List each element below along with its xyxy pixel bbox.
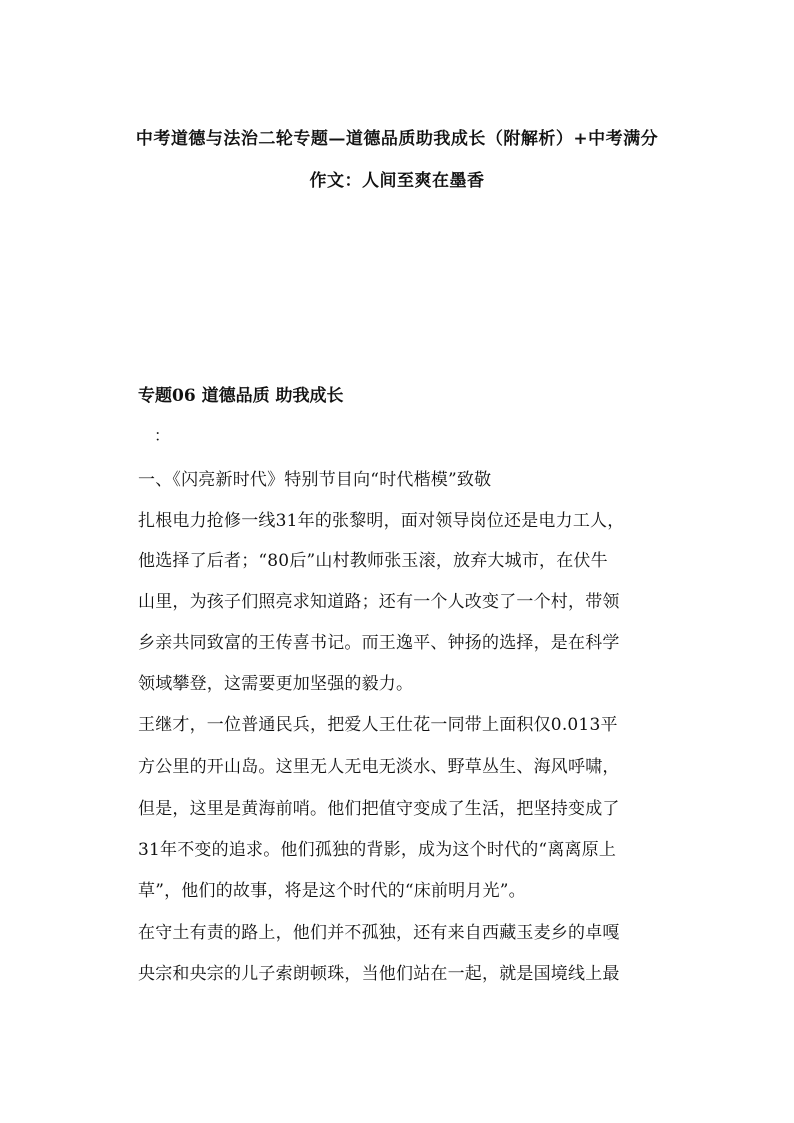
body-line-2: 扎根电力抢修一线31年的张黎明，面对领导岗位还是电力工人， [138, 511, 625, 531]
section-heading: 专题06 道德品质 助我成长 [138, 386, 344, 406]
body-line-5: 乡亲共同致富的王传喜书记。而王逸平、钟扬的选择，是在科学 [138, 633, 620, 653]
body-line-4: 山里，为孩子们照亮求知道路；还有一个人改变了一个村，带领 [138, 592, 620, 612]
body-line-3: 他选择了后者；“80后”山村教师张玉滚，放弃大城市，在伏牛 [138, 551, 608, 571]
body-line-1: 一、《闪亮新时代》特别节目向“时代楷模”致敬 [138, 470, 492, 490]
body-line-8: 方公里的开山岛。这里无人无电无淡水、野草丛生、海风呼啸， [138, 757, 620, 777]
body-line-11: 草”，他们的故事，将是这个时代的“床前明月光”。 [138, 881, 526, 901]
body-line-9: 但是，这里是黄海前哨。他们把值守变成了生活，把坚持变成了 [138, 799, 620, 819]
document-title-line-2: 作文：人间至爽在墨香 [309, 171, 485, 191]
body-line-12: 在守土有责的路上，他们并不孤独，还有来自西藏玉麦乡的卓嘎 [138, 923, 620, 943]
body-line-13: 央宗和央宗的儿子索朗顿珠，当他们站在一起，就是国境线上最 [138, 964, 620, 984]
body-line-10: 31年不变的追求。他们孤独的背影，成为这个时代的“离离原上 [138, 840, 617, 860]
document-title-line-1: 中考道德与法治二轮专题—道德品质助我成长（附解析）+中考满分 [135, 129, 659, 149]
colon-mark: ： [154, 426, 171, 445]
body-line-7: 王继才，一位普通民兵，把爱人王仕花一同带上面积仅0.013平 [138, 715, 618, 735]
body-line-6: 领域攀登，这需要更加坚强的毅力。 [138, 674, 414, 694]
